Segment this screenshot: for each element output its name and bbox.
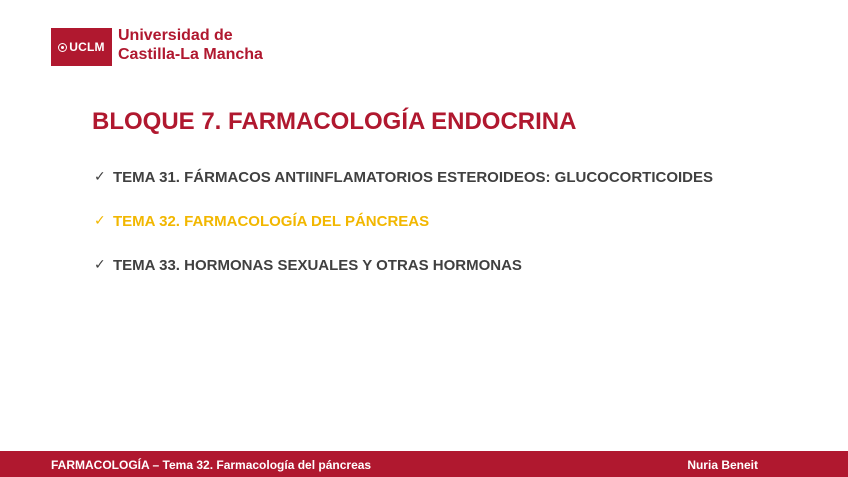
topic-item-31 [94, 167, 713, 187]
topic-label: TEMA 33. HORMONAS SEXUALES Y OTRAS HORMONAS [113, 256, 522, 274]
uclm-acronym: UCLM [69, 40, 105, 54]
check-icon: ✓ [94, 213, 106, 229]
topic-label: TEMA 31. FÁRMACOS ANTIINFLAMATORIOS ESTEROIDEOS: GLUCOCORTICOIDES [113, 168, 714, 186]
uclm-emblem-icon [58, 43, 67, 52]
topic-list [94, 167, 713, 299]
footer-bar [0, 451, 848, 477]
uclm-logo-mark [51, 28, 112, 66]
footer-author: Nuria Beneit [687, 458, 758, 472]
university-name [118, 26, 263, 64]
topic-label: TEMA 32. FARMACOLOGÍA DEL PÁNCREAS [113, 212, 430, 230]
topic-item-33 [94, 255, 713, 275]
topic-item-32-current [94, 211, 713, 231]
footer-course-title: FARMACOLOGÍA – Tema 32. Farmacología del páncreas [51, 458, 372, 472]
check-icon: ✓ [94, 257, 106, 273]
slide-title: BLOQUE 7. FARMACOLOGÍA ENDOCRINA [92, 108, 577, 135]
university-name-line2: Castilla-La Mancha [118, 46, 263, 63]
university-name-line1: Universidad de [118, 27, 233, 44]
uclm-logo [51, 24, 263, 66]
check-icon: ✓ [94, 169, 106, 185]
